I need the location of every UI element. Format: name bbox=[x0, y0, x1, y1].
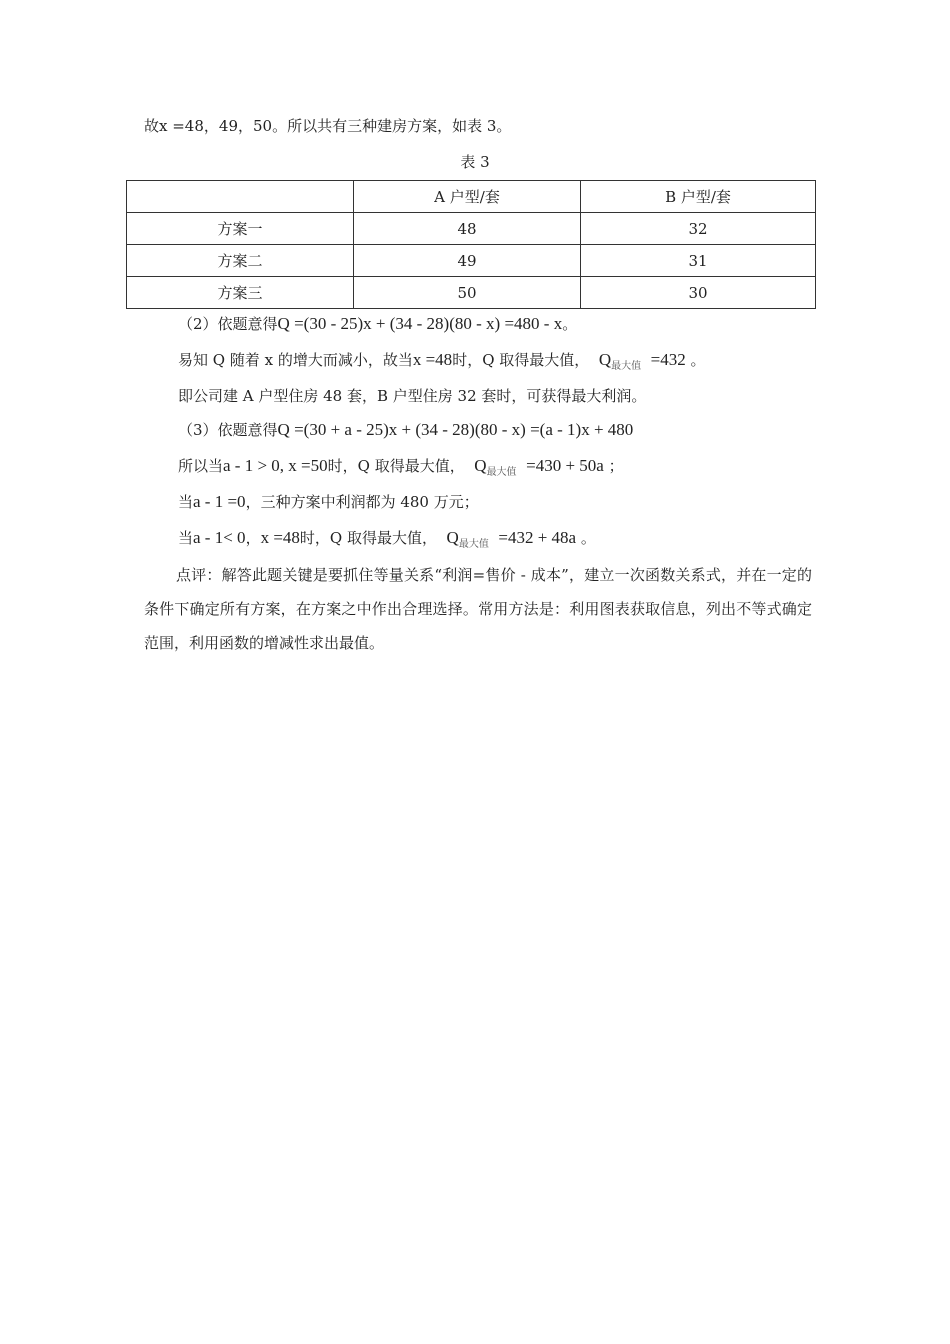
equation: a - 1 =0 bbox=[193, 492, 246, 511]
row-b-count: 30 bbox=[581, 277, 816, 309]
line-text: 时，Q 取得最大值， bbox=[452, 351, 590, 369]
line-text: 时，Q 取得最大值， bbox=[299, 529, 437, 547]
header-cell-a: A 户型/套 bbox=[354, 181, 581, 213]
header-cell-empty bbox=[127, 181, 354, 213]
solution-line-case-positive bbox=[178, 456, 624, 483]
intro-line bbox=[144, 116, 511, 136]
q-max-value: =432 bbox=[650, 350, 686, 369]
solution-line-case-negative bbox=[178, 528, 596, 555]
table-row bbox=[127, 245, 816, 277]
q-subscript: 最大值 bbox=[458, 539, 489, 550]
table-row bbox=[127, 213, 816, 245]
comment-paragraph: 点评：解答此题关键是要抓住等量关系“利润=售价 - 成本”，建立一次函数关系式，并在一定的条件下确定所有方案，在方案之中作出合理选择。常用方法是：利用图表获取信息，列出不等式确定范围，利用函数的增减性求出最值。 bbox=[144, 566, 812, 652]
solution-line-3 bbox=[178, 420, 633, 440]
intro-prefix: 故 bbox=[144, 117, 160, 135]
plan-table bbox=[126, 180, 816, 309]
row-b-count: 31 bbox=[581, 245, 816, 277]
row-a-count: 49 bbox=[354, 245, 581, 277]
line-text: 易知 Q 随着 x 的增大而减小，故当 bbox=[178, 351, 413, 369]
equation: Q =(30 - 25)x + (34 - 28)(80 - x) =480 - x bbox=[277, 314, 563, 333]
q-max-value: =430 + 50a bbox=[526, 456, 604, 475]
line-end: 。 bbox=[690, 351, 706, 369]
line-end: 。 bbox=[580, 529, 596, 547]
equation: a - 1< 0 bbox=[193, 528, 246, 547]
equation: x =48 bbox=[260, 528, 300, 547]
line-text: ， bbox=[245, 529, 261, 547]
q-symbol: Q bbox=[598, 350, 612, 369]
row-label: 方案三 bbox=[127, 277, 354, 309]
line-text: ，三种方案中利润都为 480 万元； bbox=[245, 493, 479, 511]
equation: Q =(30 + a - 25)x + (34 - 28)(80 - x) =(a - 1)x + 480 bbox=[277, 420, 634, 439]
table-caption: 表 3 bbox=[460, 153, 490, 171]
q-subscript: 最大值 bbox=[486, 467, 517, 478]
q-subscript: 最大值 bbox=[611, 361, 642, 372]
line-text: （2）依题意得 bbox=[178, 315, 278, 333]
row-label: 方案二 bbox=[127, 245, 354, 277]
header-cell-b: B 户型/套 bbox=[581, 181, 816, 213]
table-row bbox=[127, 277, 816, 309]
row-b-count: 32 bbox=[581, 213, 816, 245]
row-a-count: 50 bbox=[354, 277, 581, 309]
solution-line-max bbox=[178, 350, 706, 377]
intro-expr: x =48，49，50。 bbox=[159, 117, 288, 135]
line-text: 所以当 bbox=[178, 457, 224, 475]
solution-line-conclusion: 即公司建 A 户型住房 48 套，B 户型住房 32 套时，可获得最大利润。 bbox=[178, 387, 647, 405]
line-text: （3）依题意得 bbox=[178, 421, 278, 439]
equation: x =48 bbox=[412, 350, 453, 369]
line-text: 当 bbox=[178, 529, 194, 547]
row-a-count: 48 bbox=[354, 213, 581, 245]
solution-line-case-zero bbox=[178, 492, 479, 512]
q-symbol: Q bbox=[474, 456, 487, 475]
q-symbol: Q bbox=[446, 528, 459, 547]
solution-line-2 bbox=[178, 314, 577, 334]
q-max-value: =432 + 48a bbox=[498, 528, 577, 547]
table-header-row bbox=[127, 181, 816, 213]
line-end: 。 bbox=[562, 315, 578, 333]
row-label: 方案一 bbox=[127, 213, 354, 245]
intro-suffix: 所以共有三种建房方案，如表 3。 bbox=[287, 117, 512, 135]
line-text: 当 bbox=[178, 493, 194, 511]
line-end: ； bbox=[608, 457, 624, 475]
line-text: 时，Q 取得最大值， bbox=[327, 457, 465, 475]
equation: a - 1 > 0, x =50 bbox=[223, 456, 328, 475]
